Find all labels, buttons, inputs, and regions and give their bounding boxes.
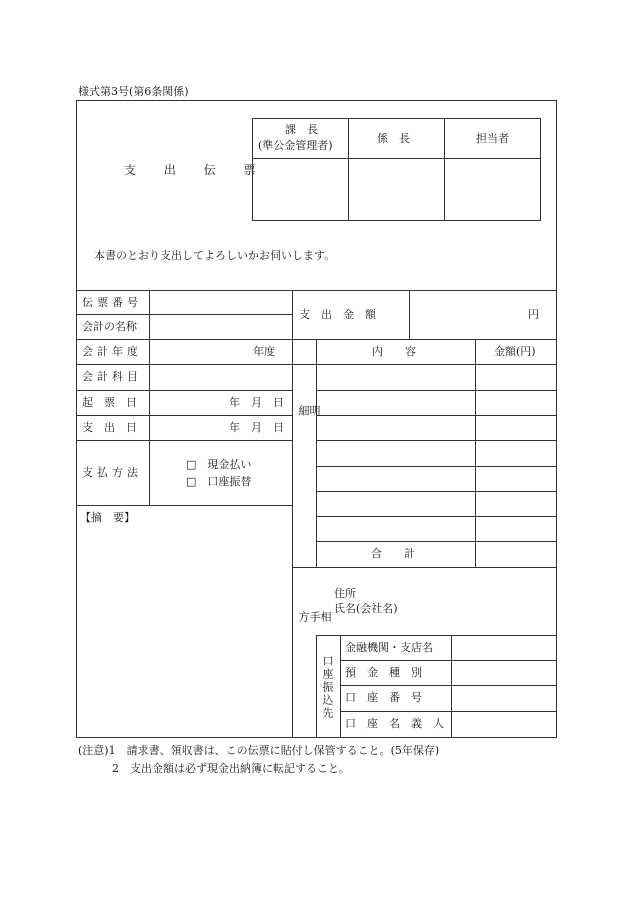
account-item-label: 会計科目 xyxy=(82,370,142,383)
detail-content-header: 内 容 xyxy=(372,345,416,358)
counterparty-side-label: 相 手 方 xyxy=(297,611,332,648)
approval-col1-line1: 課 長 xyxy=(285,123,318,136)
page-title: 支 出 伝 票 xyxy=(124,163,268,177)
pay-method-label: 支払方法 xyxy=(82,466,142,479)
counterparty-name: 氏名(会社名) xyxy=(334,602,398,615)
option-cash[interactable]: □ 現金払い xyxy=(186,458,252,471)
voucher-no-label: 伝票番号 xyxy=(82,296,142,309)
summary-label: 【摘 要】 xyxy=(80,511,135,524)
note-2: 2 支出金額は必ず現金出納簿に転記すること。 xyxy=(112,762,350,775)
pay-date-label: 支 出 日 xyxy=(82,421,137,434)
pay-date-unit: 年 月 日 xyxy=(229,421,284,434)
approval-stamp-supervisor[interactable] xyxy=(349,159,443,220)
approval-col1-line2: (準公金管理者) xyxy=(258,139,333,152)
draft-date-unit: 年 月 日 xyxy=(229,396,284,409)
deposit-type-label: 預 金 種 別 xyxy=(345,666,422,679)
fiscal-year-unit: 年度 xyxy=(253,345,275,358)
detail-total-label: 合 計 xyxy=(371,547,415,560)
account-name-label: 会計の名称 xyxy=(82,320,137,333)
holder-label: 口 座 名 義 人 xyxy=(345,717,444,730)
bank-label: 金融機関・支店名 xyxy=(345,641,433,654)
approval-col3: 担当者 xyxy=(476,132,509,145)
counterparty-address: 住所 xyxy=(334,587,356,600)
account-no-label: 口 座 番 号 xyxy=(345,691,422,704)
amount-unit: 円 xyxy=(528,308,539,321)
approval-col2: 係 長 xyxy=(377,132,410,145)
account-side-label: 口座振込先 xyxy=(321,655,334,720)
detail-amount-header: 金額(円) xyxy=(494,345,536,358)
fiscal-year-label: 会計年度 xyxy=(82,345,142,358)
form-label: 様式第3号(第6条関係) xyxy=(78,85,189,98)
approval-stamp-staff[interactable] xyxy=(445,159,540,220)
detail-side-label: 明 細 xyxy=(297,405,321,482)
note-1: (注意)1 請求書、領収書は、この伝票に貼付し保管すること。(5年保存) xyxy=(78,744,440,757)
option-transfer[interactable]: □ 口座振替 xyxy=(186,475,252,488)
request-text: 本書のとおり支出してよろしいかお伺いします。 xyxy=(94,249,336,262)
approval-stamp-chief[interactable] xyxy=(253,159,347,220)
amount-label: 支 出 金 額 xyxy=(299,308,376,321)
draft-date-label: 起 票 日 xyxy=(82,396,137,409)
